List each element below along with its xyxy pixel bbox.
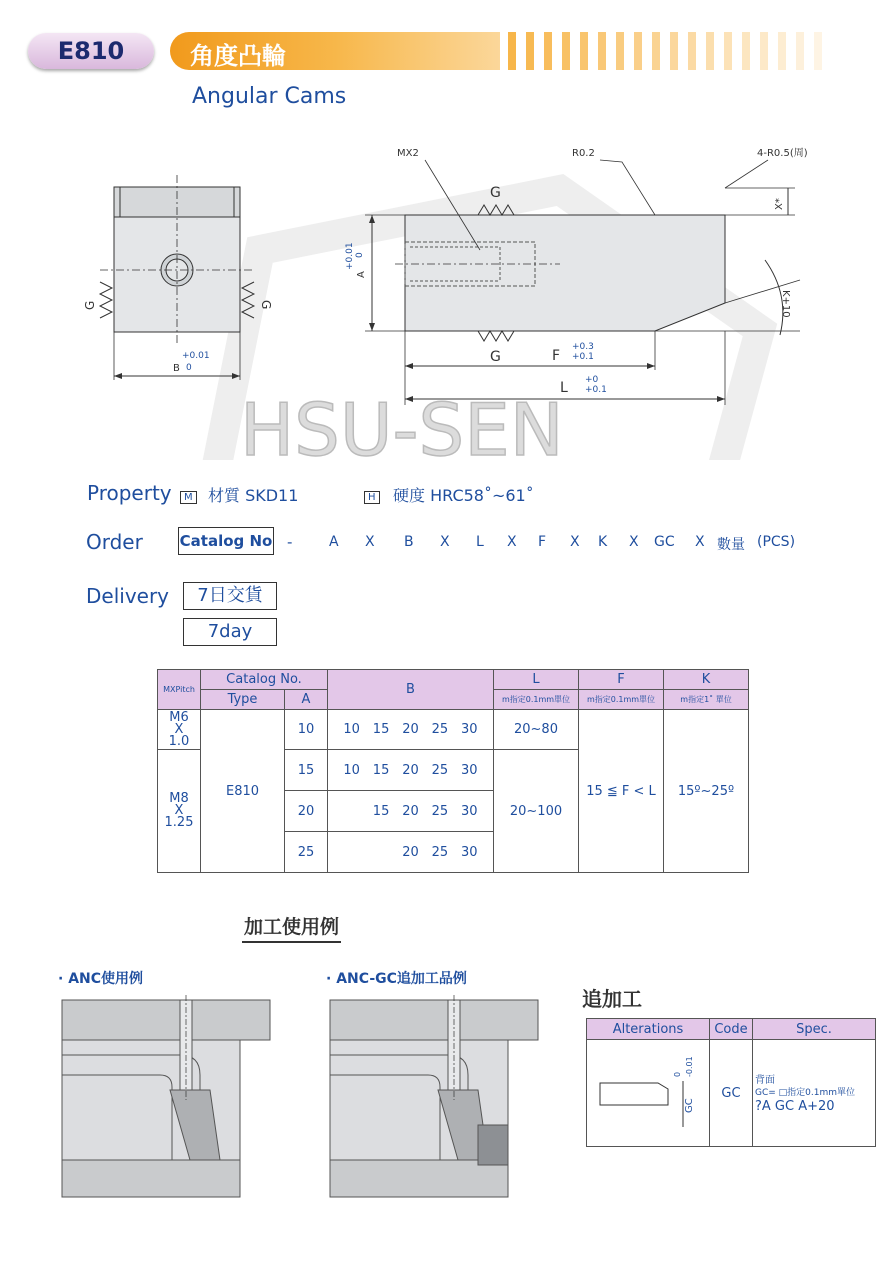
- x-star-dim: X*: [774, 198, 785, 210]
- b-value: 15: [372, 722, 390, 737]
- a-cell: 20: [285, 791, 328, 832]
- b-value: 10: [343, 722, 360, 737]
- title-bar: [170, 32, 500, 70]
- m-code: M: [180, 491, 197, 504]
- delivery-en: 7day: [183, 618, 277, 646]
- alt-spec-line: GC= □指定0.1mm單位: [755, 1087, 856, 1098]
- pitch-m8: [158, 750, 201, 873]
- a-cell: 10: [285, 710, 328, 750]
- title-cn: 角度凸輪: [190, 42, 286, 70]
- l-tol-top: +0: [585, 375, 599, 385]
- th-catalog: Catalog No.: [201, 670, 328, 690]
- gc-tol-a: 0: [673, 1071, 682, 1077]
- anc-caption: · ANC使用例: [58, 971, 144, 987]
- g-mark-left: G: [83, 300, 97, 310]
- stripe: [616, 32, 624, 70]
- g-mark-bottom: G: [490, 349, 501, 365]
- anc-diagram: [60, 995, 272, 1200]
- order-code: F: [538, 534, 547, 550]
- b-value: 10: [343, 762, 360, 778]
- k10-dim: K+10: [780, 290, 791, 318]
- property-label: Property: [87, 481, 172, 505]
- b-value: 25: [431, 762, 449, 778]
- th-type: Type: [201, 690, 285, 710]
- b-value: 25: [431, 803, 449, 819]
- b-value: 30: [460, 803, 478, 819]
- order-code: X: [570, 534, 580, 550]
- stripe: [652, 32, 660, 70]
- pitch-text: 1.0: [168, 733, 190, 749]
- order-code: X: [365, 534, 375, 550]
- l-dim: L: [560, 380, 568, 396]
- k-cell: 15º~25º: [664, 710, 749, 873]
- order-code: X: [507, 534, 517, 550]
- stripe: [706, 32, 714, 70]
- h-code: H: [364, 491, 380, 504]
- th-b: B: [328, 670, 494, 710]
- pitch-text: X: [174, 721, 184, 737]
- b-value: [368, 845, 394, 860]
- examples-title: 加工使用例: [242, 912, 341, 943]
- ancgc-caption: · ANC-GC追加工品例: [326, 971, 467, 987]
- b-cell: [328, 832, 494, 873]
- material: 材質 SKD11: [208, 486, 299, 505]
- hardness-code-box: [364, 485, 380, 504]
- product-code-badge: E810: [28, 33, 154, 69]
- b-tol-top: +0.01: [182, 351, 210, 361]
- a-dim: A: [356, 271, 367, 278]
- spec-table: [157, 669, 749, 873]
- b-value: 25: [431, 722, 449, 737]
- g-mark-right: G: [259, 300, 273, 310]
- extra-title: 追加工: [582, 987, 642, 1011]
- stripe: [508, 32, 516, 70]
- f-tol-bot: +0.1: [572, 352, 594, 362]
- b-cell: [328, 710, 494, 750]
- pitch-text: M8: [169, 791, 189, 806]
- stripe: [634, 32, 642, 70]
- f-tol-top: +0.3: [572, 342, 594, 352]
- alt-spec-line: 背面: [755, 1074, 775, 1086]
- b-value: 30: [460, 844, 478, 860]
- th-l: L: [494, 670, 579, 690]
- b-value: 20: [402, 844, 419, 860]
- gc-dim: GC: [684, 1098, 695, 1113]
- r05-label: 4-R0.5(周): [757, 148, 808, 159]
- stripe: [778, 32, 786, 70]
- alt-spec-cell: [753, 1040, 876, 1147]
- stripe: [742, 32, 750, 70]
- stripe: [796, 32, 804, 70]
- order-code: X: [695, 534, 705, 550]
- b-value: 15: [372, 762, 390, 778]
- table-row: [158, 710, 749, 750]
- l-cell: 20~80: [494, 710, 579, 750]
- th-f: F: [579, 670, 664, 690]
- stripe: [688, 32, 696, 70]
- pitch-text: M6: [169, 709, 189, 725]
- l-tol-bot: +0.1: [585, 385, 607, 395]
- order-code: X: [440, 534, 450, 550]
- ancgc-diagram: [328, 995, 540, 1200]
- order-code: A: [329, 534, 339, 550]
- gc-tol-b: -0.01: [685, 1056, 694, 1077]
- stripe: [724, 32, 732, 70]
- order-code: X: [629, 534, 639, 550]
- a-cell: 25: [285, 832, 328, 873]
- b-value: [339, 845, 365, 860]
- th-a: A: [285, 690, 328, 710]
- order-label: Order: [86, 530, 143, 554]
- stripe: [814, 32, 822, 70]
- b-value: 20: [402, 722, 419, 737]
- watermark-text: HSU-SEN: [240, 388, 564, 460]
- th-k: K: [664, 670, 749, 690]
- order-code: GC: [654, 534, 675, 550]
- pitch-m6: [158, 710, 201, 750]
- alt-th-alterations: Alterations: [587, 1019, 710, 1040]
- alterations-table: [586, 1018, 876, 1147]
- g-mark-top: G: [490, 185, 501, 201]
- l-cell: 20~100: [494, 750, 579, 873]
- alt-th-code: Code: [710, 1019, 753, 1040]
- b-value: [339, 804, 365, 819]
- stripe: [670, 32, 678, 70]
- order-dash: -: [287, 533, 293, 551]
- stripe: [760, 32, 768, 70]
- delivery-cn: 7日交貨: [183, 582, 277, 610]
- b-value: 20: [402, 762, 419, 778]
- stripe: [580, 32, 588, 70]
- type-cell: E810: [201, 710, 285, 873]
- b-cell: [328, 750, 494, 791]
- stripe: [562, 32, 570, 70]
- alt-sketch-cell: [587, 1040, 710, 1147]
- alt-th-spec: Spec.: [753, 1019, 876, 1040]
- b-value: 30: [460, 762, 478, 778]
- order-code-list: [329, 534, 795, 554]
- a-tol-top: +0.01: [345, 242, 355, 270]
- b-value: 15: [372, 803, 390, 819]
- gc-sketch: [588, 1041, 706, 1141]
- th-f-sub: m指定0.1mm單位: [579, 690, 664, 710]
- b-value: 25: [431, 844, 449, 860]
- mx2-label: MX2: [397, 148, 419, 159]
- stripe: [526, 32, 534, 70]
- a-cell: 15: [285, 750, 328, 791]
- b-value: 20: [402, 803, 419, 819]
- th-mxpitch: MXPitch: [158, 670, 201, 710]
- catalog-no-box: Catalog No: [178, 527, 274, 555]
- b-cell: [328, 791, 494, 832]
- b-value: 30: [460, 722, 478, 737]
- f-dim: F: [552, 348, 561, 364]
- f-cell: 15 ≦ F < L: [579, 710, 664, 873]
- title-en: Angular Cams: [192, 84, 347, 109]
- stripe: [544, 32, 552, 70]
- hardness: 硬度 HRC58˚~61˚: [393, 486, 534, 505]
- alt-spec-line: ?A GC A+20: [755, 1098, 835, 1114]
- front-view-cam: [405, 215, 725, 331]
- material-code-box: [180, 485, 197, 504]
- b-tol-bot: 0: [186, 363, 192, 373]
- stripe: [598, 32, 606, 70]
- r02-label: R0.2: [572, 148, 595, 159]
- technical-drawing: [0, 130, 890, 460]
- alt-code-cell: GC: [710, 1040, 753, 1147]
- order-pcs: (PCS): [757, 534, 796, 550]
- th-k-sub: m指定1˚ 單位: [664, 690, 749, 710]
- delivery-label: Delivery: [86, 584, 170, 608]
- order-code: B: [404, 534, 414, 550]
- order-code: L: [476, 534, 484, 550]
- a-tol-bot: 0: [355, 252, 365, 258]
- order-qty: 數量: [717, 537, 745, 553]
- pitch-text: X: [174, 803, 184, 818]
- order-code: K: [598, 534, 608, 550]
- th-l-sub: m指定0.1mm單位: [494, 690, 579, 710]
- b-dim: B: [173, 363, 180, 374]
- pitch-text: 1.25: [164, 815, 194, 830]
